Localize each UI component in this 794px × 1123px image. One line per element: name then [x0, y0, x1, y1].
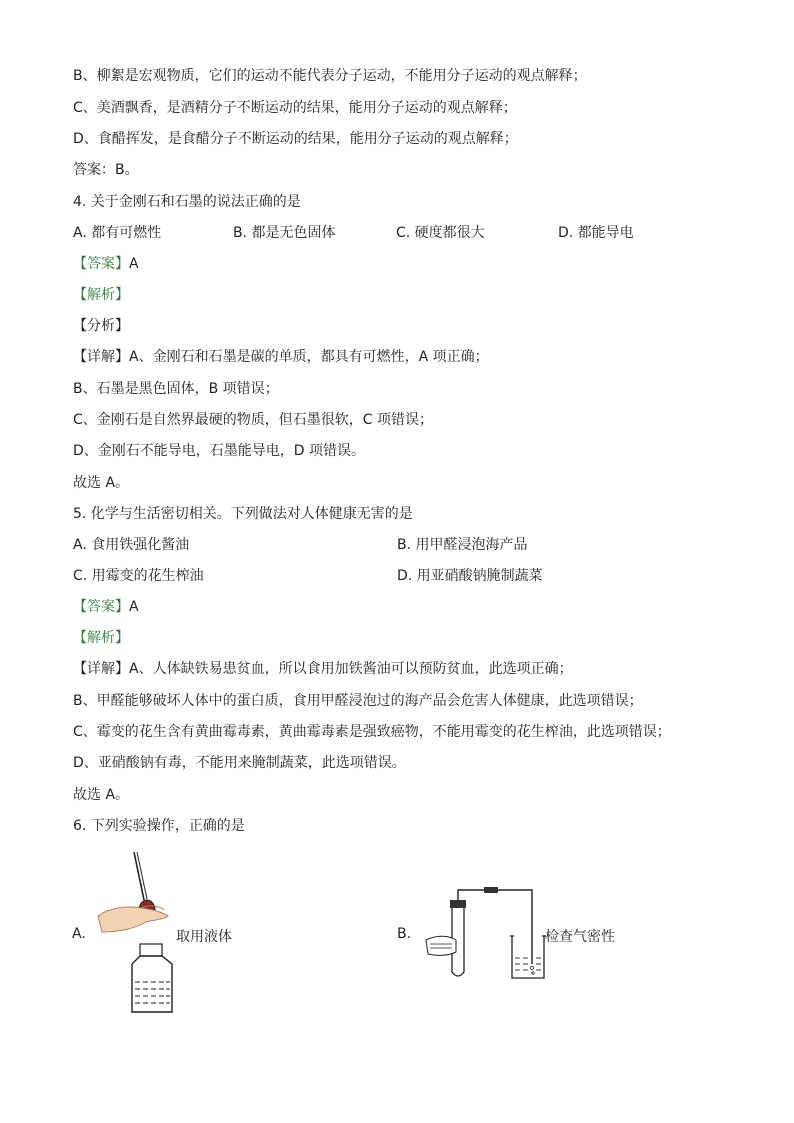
text-line: D、食醋挥发，是食醋分子不断运动的结果，能用分子运动的观点解释；: [73, 131, 518, 147]
q4-analysis-heading: [73, 285, 129, 305]
q6-option-a-letter: A.: [72, 926, 86, 942]
airtightness-test-illustration: [420, 884, 550, 984]
q4-fenxi-heading: [73, 316, 129, 336]
q4-detail: [73, 347, 489, 367]
q5-option-d: D. 用亚硝酸钠腌制蔬菜: [397, 568, 543, 584]
q5-analysis-heading: [73, 628, 129, 648]
q6-option-a-caption: 取用液体: [176, 929, 232, 945]
analysis-tag: 【解析】: [73, 630, 129, 646]
answer-value: A: [129, 599, 139, 615]
q6-option-b-letter: B.: [397, 926, 412, 942]
q5-answer: [73, 597, 139, 617]
q4-option-b: B. 都是无色固体: [233, 225, 336, 241]
q4-option-d: D. 都能导电: [558, 225, 634, 241]
detail-tag: 【详解】: [73, 349, 129, 365]
q5-detail-b: B、甲醛能够破坏人体中的蛋白质，食用甲醛浸泡过的海产品会危害人体健康，此选项错误；: [73, 693, 643, 709]
q5-option-b: B. 用甲醛浸泡海产品: [397, 537, 528, 553]
q5-detail-d: D、亚硝酸钠有毒，不能用来腌制蔬菜，此选项错误。: [73, 755, 406, 771]
q4-option-a: A. 都有可燃性: [73, 225, 162, 241]
question-5-stem: 5. 化学与生活密切相关。下列做法对人体健康无害的是: [73, 506, 413, 522]
q5-conclusion: 故选 A。: [73, 787, 130, 803]
q5-option-a: A. 食用铁强化酱油: [73, 537, 190, 553]
answer-value: A: [129, 256, 139, 272]
fenxi-tag: 【分析】: [73, 318, 129, 334]
q4-answer: [73, 254, 139, 274]
q6-option-b-caption: 检查气密性: [545, 929, 615, 945]
q5-detail: [73, 659, 573, 679]
answer-tag: 【答案】: [73, 256, 129, 272]
q4-detail-d: D、金刚石不能导电，石墨能导电，D 项错误。: [73, 443, 366, 459]
q5-option-c: C. 用霉变的花生榨油: [73, 568, 204, 584]
analysis-tag: 【解析】: [73, 287, 129, 303]
question-6-stem: 6. 下列实验操作，正确的是: [73, 818, 245, 834]
q4-detail-b: B、石墨是黑色固体，B 项错误；: [73, 381, 279, 397]
q5-detail-c: C、霉变的花生含有黄曲霉毒素，黄曲霉毒素是强致癌物，不能用霉变的花生榨油，此选项错误；: [73, 724, 671, 740]
question-4-stem: 4. 关于金刚石和石墨的说法正确的是: [73, 194, 301, 210]
text-line: 答案：B。: [73, 162, 139, 178]
detail-text: A、人体缺铁易患贫血，所以食用加铁酱油可以预防贫血，此选项正确；: [129, 661, 573, 677]
text-line: B、柳絮是宏观物质，它们的运动不能代表分子运动，不能用分子运动的观点解释；: [73, 68, 587, 84]
q4-option-c: C. 硬度都很大: [396, 225, 485, 241]
detail-text: A、金刚石和石墨是碳的单质，都具有可燃性，A 项正确；: [129, 349, 489, 365]
q4-conclusion: 故选 A。: [73, 475, 130, 491]
text-line: C、美酒飘香，是酒精分子不断运动的结果，能用分子运动的观点解释；: [73, 100, 517, 116]
detail-tag: 【详解】: [73, 661, 129, 677]
answer-tag: 【答案】: [73, 599, 129, 615]
q4-detail-c: C、金刚石是自然界最硬的物质，但石墨很软，C 项错误；: [73, 412, 433, 428]
